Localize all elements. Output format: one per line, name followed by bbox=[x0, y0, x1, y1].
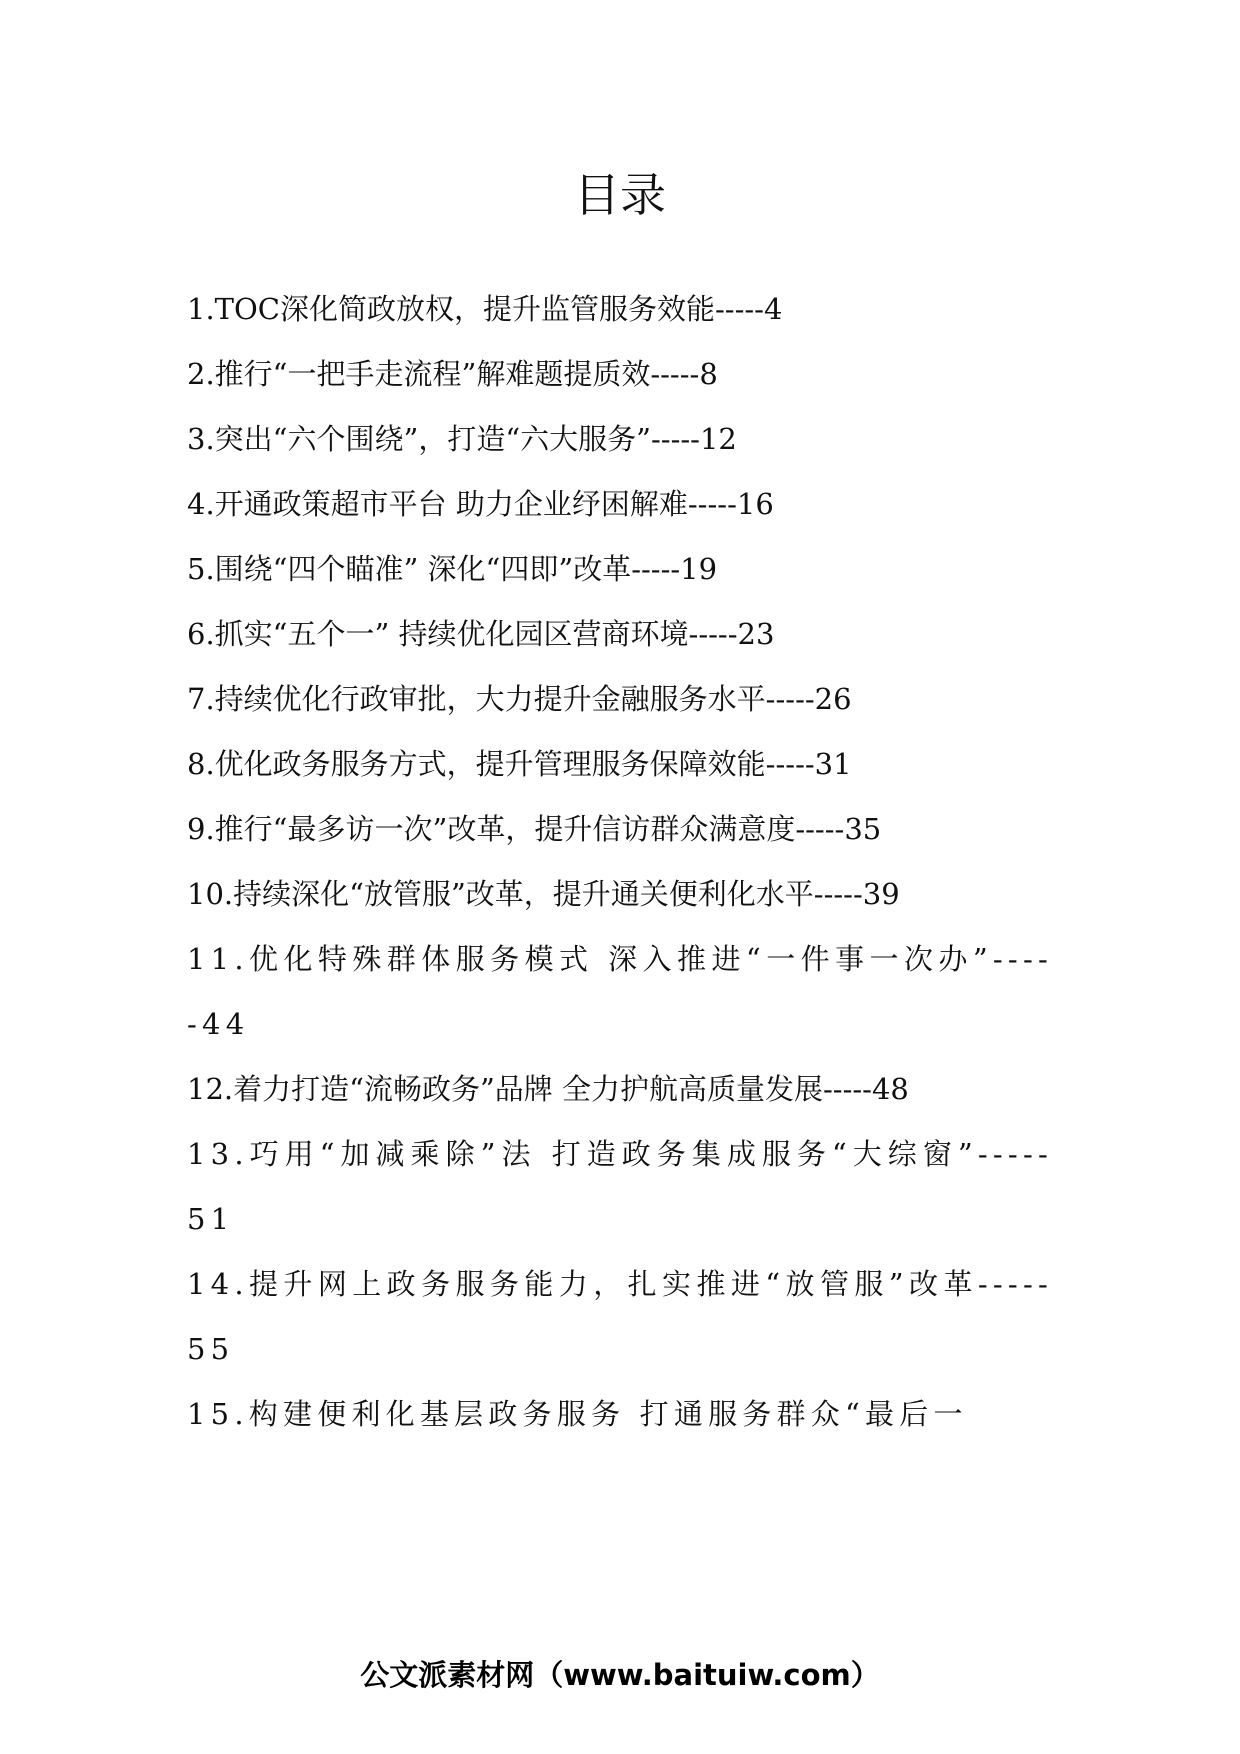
toc-item-6: 6.抓实“五个一” 持续优化园区营商环境-----23 bbox=[187, 617, 775, 651]
toc-item-8: 8.优化政务服务方式，提升管理服务保障效能-----31 bbox=[187, 747, 852, 781]
toc-item-14: 14.提升网上政务服务能力，扎实推进“放管服”改革-----55 bbox=[187, 1267, 1053, 1366]
toc-item-13: 13.巧用“加减乘除”法 打造政务集成服务“大综窗”-----51 bbox=[187, 1137, 1053, 1236]
toc-item-10: 10.持续深化“放管服”改革，提升通关便利化水平-----39 bbox=[187, 877, 900, 911]
footer-watermark: 公文派素材网（www.baituiw.com） bbox=[360, 1658, 880, 1692]
table-of-contents bbox=[187, 277, 1053, 1447]
toc-item-11: 11.优化特殊群体服务模式 深入推进“一件事一次办”-----44 bbox=[187, 942, 1053, 1041]
toc-item-3: 3.突出“六个围绕”，打造“六大服务”-----12 bbox=[187, 422, 737, 456]
toc-item-2: 2.推行“一把手走流程”解难题提质效-----8 bbox=[187, 357, 718, 391]
toc-item-1: 1.TOC深化简政放权，提升监管服务效能-----4 bbox=[187, 292, 783, 326]
toc-item-7: 7.持续优化行政审批，大力提升金融服务水平-----26 bbox=[187, 682, 852, 716]
toc-item-4: 4.开通政策超市平台 助力企业纾困解难-----16 bbox=[187, 487, 774, 521]
toc-item-5: 5.围绕“四个瞄准” 深化“四即”改革-----19 bbox=[187, 552, 718, 586]
page-title: 目录 bbox=[574, 168, 666, 222]
toc-item-15: 15.构建便利化基层政务服务 打通服务群众“最后一 bbox=[187, 1397, 968, 1431]
toc-item-12: 12.着力打造“流畅政务”品牌 全力护航高质量发展-----48 bbox=[187, 1072, 909, 1106]
toc-item-9: 9.推行“最多访一次”改革，提升信访群众满意度-----35 bbox=[187, 812, 882, 846]
